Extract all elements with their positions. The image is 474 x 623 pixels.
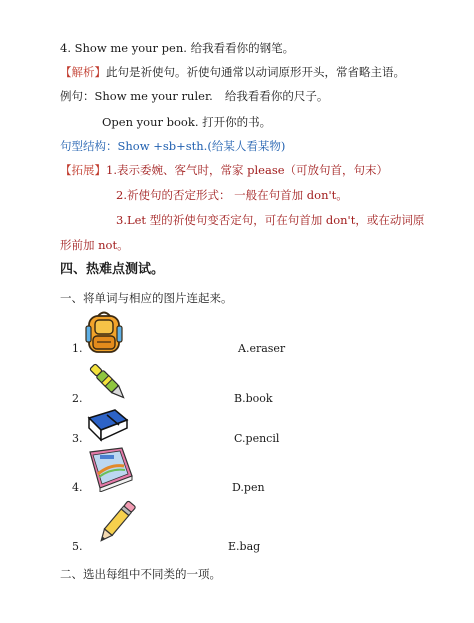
example-en: Show me your ruler. [94, 89, 213, 103]
structure-text: Show +sb+sth.(给某人看某物) [117, 139, 286, 153]
item-number-1: 1. [72, 342, 83, 355]
line-analysis [60, 64, 405, 80]
item-number-3: 3. [72, 432, 83, 445]
option-a: A.eraser [238, 342, 286, 355]
backpack-icon [84, 308, 124, 354]
extension-text-3: 3.Let 型的祈使句变否定句，可在句首加 don't，或在动词原 [116, 213, 425, 227]
example-cn: 给我看看你的尺子。 [224, 89, 329, 103]
line-example-2: Open your book. 打开你的书。 [102, 115, 272, 129]
analysis-text: 此句是祈使句。祈使句通常以动词原形开头，常省略主语。 [106, 65, 405, 79]
line-example-sentence: 4. Show me your pen. 给我看看你的钢笔。 [60, 41, 295, 55]
line-extension [60, 162, 388, 178]
section-heading: 四、热难点测试。 [60, 262, 165, 277]
extension-text-1: 1.表示委婉、客气时，常家 please（可放句首，句末） [106, 163, 389, 177]
extension-text-4: 形前加 not。 [60, 238, 129, 252]
option-b: B.book [234, 392, 273, 405]
option-e: E.bag [228, 540, 261, 553]
line-structure [60, 138, 285, 154]
item-number-5: 5. [72, 540, 83, 553]
structure-label: 句型结构： [60, 139, 118, 153]
eraser-icon [83, 406, 129, 442]
analysis-tag: 【解析】 [60, 65, 106, 79]
example-label: 例句： [60, 89, 95, 103]
pencil-icon [96, 498, 136, 548]
line-example [60, 88, 328, 104]
option-c: C.pencil [234, 432, 280, 445]
item-number-4: 4. [72, 481, 83, 494]
book-icon [82, 446, 136, 492]
exercise-instruction: 一、将单词与相应的图片连起来。 [60, 291, 233, 305]
extension-text-2: 2.祈使句的否定形式： 一般在句首加 don't。 [116, 188, 348, 202]
next-exercise-instruction: 二、选出每组中不同类的一项。 [60, 567, 221, 581]
item-number-2: 2. [72, 392, 83, 405]
option-d: D.pen [232, 481, 265, 494]
extension-tag: 【拓展】 [60, 163, 106, 177]
pen-icon [86, 360, 130, 404]
